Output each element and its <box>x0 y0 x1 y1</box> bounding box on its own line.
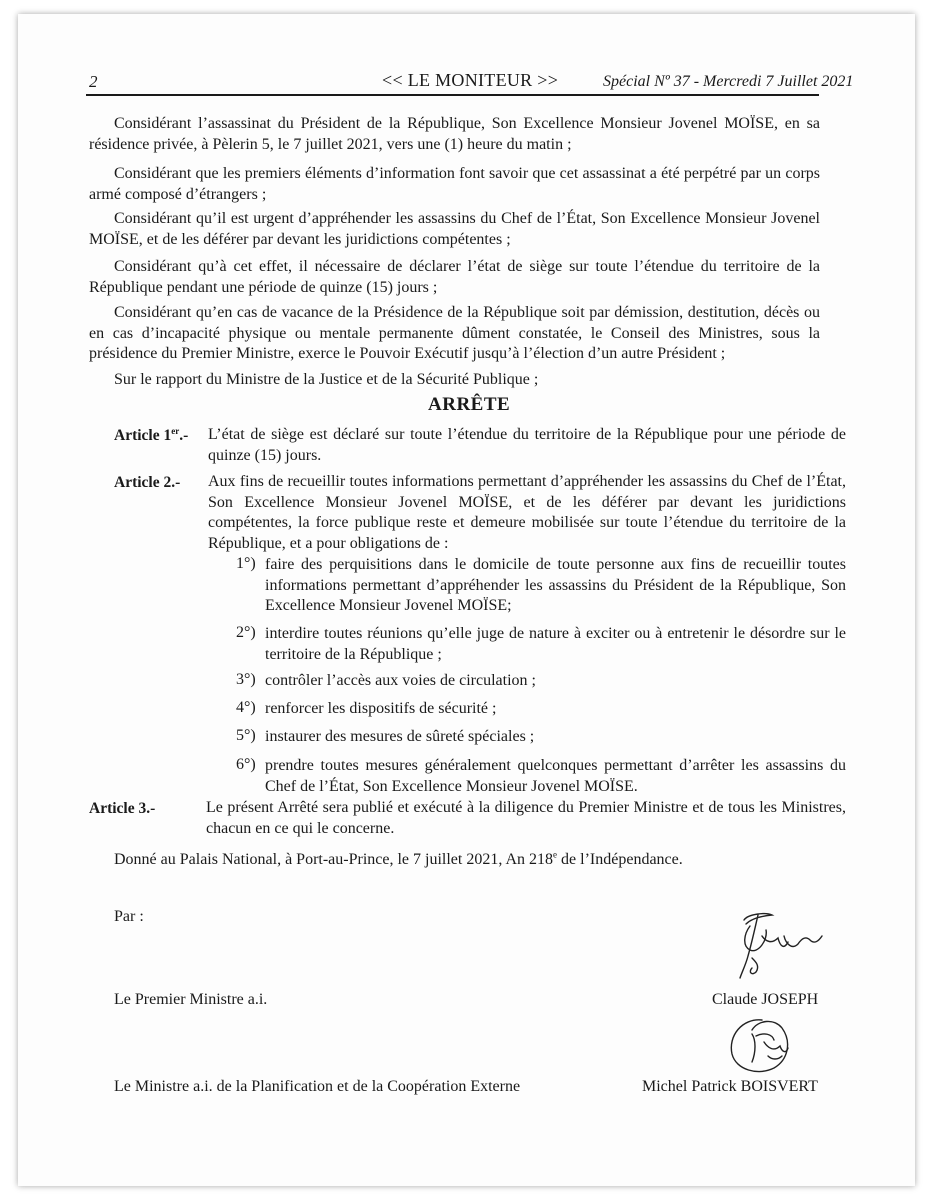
article-2-label: Article 2.- <box>114 474 181 491</box>
signature-claude-joseph <box>722 906 832 984</box>
rapport-text: Sur le rapport du Ministre de la Justice et de la Sécurité Publique ; <box>114 371 539 388</box>
list-item-number: 4°) <box>236 699 256 716</box>
list-item-text: interdire toutes réunions qu’elle juge de nature à exciter ou à entretenir le désordre sur le territoire de la République ; <box>265 625 846 663</box>
closing-statement <box>114 849 683 870</box>
list-item-number: 2°) <box>236 624 256 641</box>
list-item-number: 6°) <box>236 756 256 773</box>
arrete-heading: ARRÊTE <box>428 394 511 415</box>
considerant-text: Considérant que les premiers éléments d’information font savoir que cet assassinat a été perpétré par un corps armé composé d’étrangers ; <box>89 165 820 203</box>
considerant-paragraph <box>89 257 820 298</box>
closing-text: Donné au Palais National, à Port-au-Prince, le 7 juillet 2021, An 218 <box>114 851 554 868</box>
article-1-label-sup: er <box>171 425 180 436</box>
list-item-text: instaurer des mesures de sûreté spéciales ; <box>265 728 535 745</box>
considerant-paragraph <box>89 114 820 155</box>
article-1-label-suffix: .- <box>179 427 189 444</box>
closing-sup: e <box>553 849 558 860</box>
list-item-number: 5°) <box>236 727 256 744</box>
list-item-number: 1°) <box>236 555 256 572</box>
closing-suffix: de l’Indépendance. <box>557 851 683 868</box>
article-1-label <box>114 427 188 445</box>
signatory-title: Le Ministre a.i. de la Planification et de la Coopération Externe <box>114 1078 521 1095</box>
article-2-text: Aux fins de recueillir toutes informations permettant d’appréhender les assassins du Chef de l’État, Son Excellence Monsieur Jovenel MOÏSE, et de les déférer par devant les juridictions compétentes, la force publique reste et demeure mobilisée sur toute l’étendue du territoire de la République, et a pour obligations de : <box>208 473 846 552</box>
considerant-paragraph <box>89 209 820 250</box>
list-item-text: prendre toutes mesures généralement quelconques permettant d’arrêter les assassins du Chef de l’État, Son Excellence Monsieur Jovenel MOÏSE. <box>265 757 846 795</box>
considerant-paragraph <box>89 303 820 365</box>
considerant-text: Considérant qu’à cet effet, il nécessaire de déclarer l’état de siège sur toute l’étendue du territoire de la République pendant une période de quinze (15) jours ; <box>89 258 820 296</box>
rapport-paragraph <box>89 370 820 391</box>
signatory-name: Michel Patrick BOISVERT <box>642 1078 818 1095</box>
par-label: Par : <box>114 908 144 925</box>
issue-info: Spécial Nº 37 - Mercredi 7 Juillet 2021 <box>603 73 854 90</box>
signatory-name: Claude JOSEPH <box>712 991 819 1008</box>
article-3-label: Article 3.- <box>89 800 156 817</box>
page-number: 2 <box>89 72 98 91</box>
article-1-label-text: Article 1 <box>114 427 172 444</box>
masthead-title: << LE MONITEUR >> <box>382 70 559 90</box>
list-item-text: renforcer les dispositifs de sécurité ; <box>265 700 497 717</box>
considerant-text: Considérant qu’en cas de vacance de la Présidence de la République soit par démission, destitution, décès ou en cas d’incapacité physique ou mentale permanente dûment constatée, le Conseil des Ministres, sous la présidence du Premier Ministre, exerce le Pouvoir Exécutif jusqu’à l’élection d’un autre Président ; <box>89 304 820 362</box>
list-item-number: 3°) <box>236 671 256 688</box>
article-1-text: L’état de siège est déclaré sur toute l’étendue du territoire de la République pour une période de quinze (15) jours. <box>208 426 846 464</box>
header-divider <box>86 94 819 96</box>
considerant-text: Considérant qu’il est urgent d’appréhender les assassins du Chef de l’État, Son Excellence Monsieur Jovenel MOÏSE, et de les déférer par devant les juridictions compétentes ; <box>89 210 820 248</box>
list-item-text: contrôler l’accès aux voies de circulation ; <box>265 672 536 689</box>
considerant-paragraph <box>89 164 820 205</box>
signatory-title: Le Premier Ministre a.i. <box>114 991 268 1008</box>
article-3-text: Le présent Arrêté sera publié et exécuté à la diligence du Premier Ministre et de tous les Ministres, chacun en ce qui le concerne. <box>206 799 846 837</box>
considerant-text: Considérant l’assassinat du Président de la République, Son Excellence Monsieur Jovenel MOÏSE, en sa résidence privée, à Pèlerin 5, le 7 juillet 2021, vers une (1) heure du matin ; <box>89 115 820 153</box>
list-item-text: faire des perquisitions dans le domicile de toute personne aux fins de recueillir toutes informations permettant d’appréhender les assassins du Président de la République, Son Excellence Monsieur Jovenel MOÏSE; <box>265 556 846 614</box>
signature-boisvert <box>722 1012 802 1080</box>
